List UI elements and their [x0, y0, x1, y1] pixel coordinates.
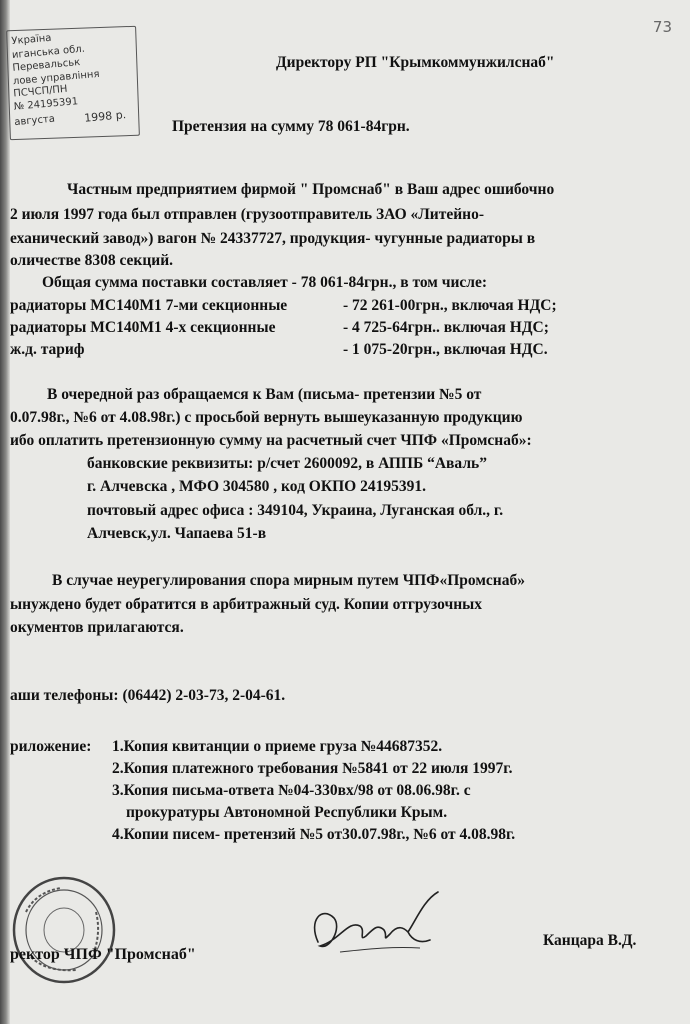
- total-sum-line: Общая сумма поставки составляет - 78 061-84грн., в том числе:: [42, 274, 488, 291]
- text-line: ибо оплатить претензионную сумму на расчетный счет ЧПФ «Промснаб»:: [10, 432, 532, 449]
- text-line: Частным предприятием фирмой " Промснаб" в Ваш адрес ошибочно: [67, 181, 555, 198]
- subject-heading: Претензия на сумму 78 061-84грн.: [172, 118, 410, 135]
- attachment-item: 4.Копии писем- претензий №5 от30.07.98г., №6 от 4.08.98г.: [112, 826, 516, 843]
- item-amount: - 4 725-64грн.. включая НДС;: [343, 319, 549, 336]
- item-amount: - 72 261-00грн., включая НДС;: [343, 297, 557, 314]
- addressee: Директору РП "Крымкоммунжилснаб": [276, 54, 555, 71]
- attachment-item: 2.Копия платежного требования №5841 от 22 июля 1997г.: [112, 760, 513, 777]
- text-line: Алчевск,ул. Чапаева 51-в: [87, 525, 267, 542]
- stamp-line: иганська обл.: [11, 43, 86, 61]
- stamp-line: Україна: [11, 32, 52, 48]
- text-line: 0.07.98г., №6 от 4.08.98г.) с просьбой вернуть вышеуказанную продукцию: [10, 409, 523, 426]
- stamp-line: ПСЧСП/ПН: [12, 83, 68, 100]
- item-name: радиаторы МС140М1 7-ми секционные: [10, 297, 288, 314]
- page-number: 73: [652, 18, 672, 36]
- stamp-line: Перевальськ: [12, 56, 81, 74]
- item-name: радиаторы МС140М1 4-х секционные: [10, 319, 276, 336]
- phone-numbers: аши телефоны: (06442) 2-03-73, 2-04-61.: [10, 687, 286, 704]
- text-line: В случае неурегулирования спора мирным путем ЧПФ«Промснаб»: [52, 572, 525, 589]
- text-line: 2 июля 1997 года был отправлен (грузоотправитель ЗАО «Литейно-: [10, 206, 485, 223]
- text-line: окументов прилагаются.: [10, 619, 184, 636]
- text-line: еханический завод») вагон № 24337727, продукция- чугунные радиаторы в: [10, 230, 536, 247]
- attachment-item: прокуратуры Автономной Республики Крым.: [126, 804, 448, 821]
- attachment-item: 3.Копия письма-ответа №04-330вх/98 от 08.06.98г. с: [112, 782, 471, 799]
- attachment-item: 1.Копия квитанции о приеме груза №44687352.: [112, 738, 443, 755]
- binding-shadow: [0, 0, 10, 1024]
- attachments-label: риложение:: [10, 738, 92, 755]
- stamp-line: лове управління: [12, 68, 100, 88]
- stamp-line: августа: [13, 113, 56, 129]
- registration-stamp: [6, 26, 140, 140]
- text-line: В очередной раз обращаемся к Вам (письма- претензии №5 от: [47, 386, 482, 403]
- signatory-position: ректор ЧПФ "Промснаб": [10, 946, 196, 963]
- text-line: г. Алчевска , МФО 304580 , код ОКПО 24195391.: [87, 478, 426, 495]
- item-name: ж.д. тариф: [10, 341, 85, 358]
- stamp-date: 1998 р.: [83, 108, 127, 125]
- text-line: почтовый адрес офиса : 349104, Украина, Луганская обл., г.: [87, 502, 504, 519]
- text-line: оличестве 8308 секций.: [10, 252, 174, 269]
- signatory-name: Канцара В.Д.: [543, 932, 637, 949]
- round-seal: [6, 872, 116, 992]
- handwritten-signature: [300, 880, 460, 970]
- text-line: банковские реквизиты: р/счет 2600092, в АППБ “Аваль”: [87, 455, 487, 472]
- text-line: ынуждено будет обратится в арбитражный суд. Копии отгрузочных: [10, 596, 483, 613]
- stamp-line: № 24195391: [13, 96, 79, 113]
- item-amount: - 1 075-20грн., включая НДС.: [343, 341, 548, 358]
